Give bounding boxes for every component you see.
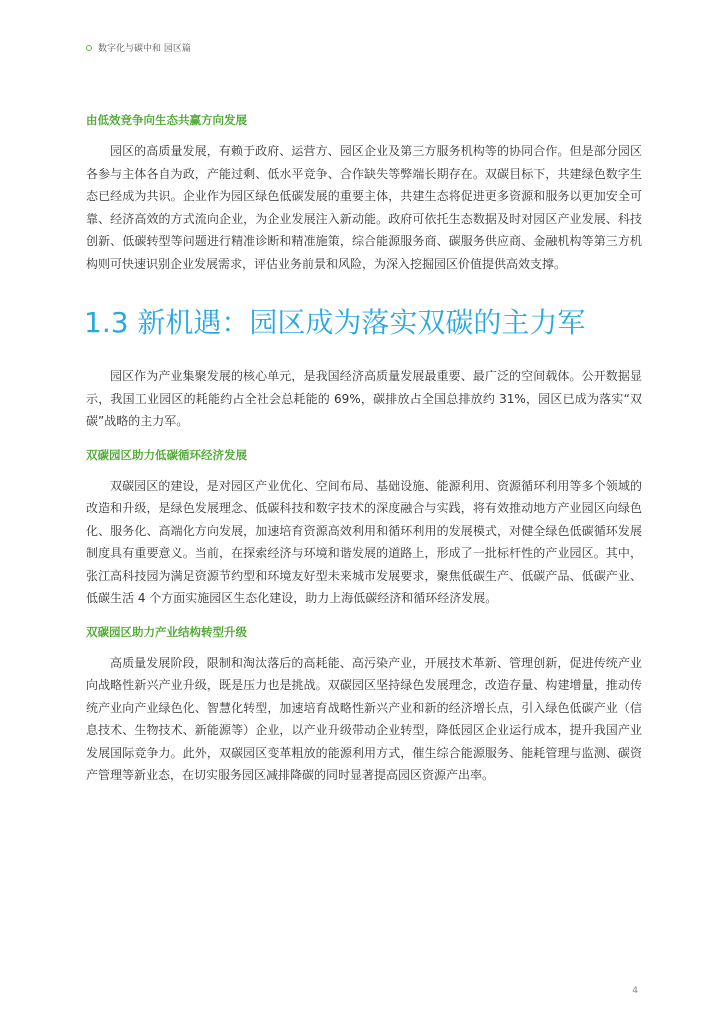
paragraph-upgrade: 高质量发展阶段，限制和淘汰落后的高耗能、高污染产业，开展技术革新、管理创新，促进传统产业向战略性新兴产业升级，既是压力也是挑战。双碳园区坚持绿色发展理念，改造存量、构建增量，推动传统产业向产业绿色化、智慧化转型，加速培育战略性新兴产业和新的经济增长点，引入绿色低碳产业（信息技术、生物技术、新能源等）企业，以产业升级带动企业转型，降低园区企业运行成本，提升我国产业发展国际竞争力。此外，双碳园区变革粗放的能源利用方式，催生综合能源服务、能耗管理与监测、碳资产管理等新业态，在切实服务园区减排降碳的同时显著提高园区资源产出率。 [86,655,642,782]
paragraph-intro: 园区作为产业集聚发展的核心单元，是我国经济高质量发展最重要、最广泛的空间载体。公开数据显示，我国工业园区的耗能约占全社会总耗能的 69%，碳排放占全国总排放约 31%，园区已成为落实“双碳”战略的主力军。 [86,369,642,428]
paragraph-circular: 双碳园区的建设，是对园区产业优化、空间布局、基础设施、能源利用、资源循环利用等多个领域的改造和升级，是绿色发展理念、低碳科技和数字技术的深度融合与实践，将有效推动地方产业园区向绿色化、服务化、高端化方向发展，加速培育资源高效利用和循环利用的发展模式，对健全绿色低碳循环发展制度具有重要意义。当前，在探索经济与环境和谐发展的道路上，形成了一批标杆性的产业园区。其中，张江高科技园为满足资源节约型和环境友好型未来城市发展要求，聚焦低碳生产、低碳产品、低碳产业、低碳生活 4 个方面实施园区生态化建设，助力上海低碳经济和循环经济发展。 [86,478,642,605]
circle-bullet-icon [86,45,92,51]
running-title: 数字化与碳中和 园区篇 [98,44,191,54]
section-heading-ecosystem: 由低效竞争向生态共赢方向发展 [86,113,247,127]
section-title-1-3: 1.3 新机遇：园区成为落实双碳的主力军 [84,306,586,339]
running-header [86,41,191,54]
page-number: 4 [632,986,638,996]
section-heading-upgrade: 双碳园区助力产业结构转型升级 [86,624,247,639]
section-heading-circular: 双碳园区助力低碳循环经济发展 [86,447,247,462]
page-content [86,112,642,787]
paragraph-ecosystem: 园区的高质量发展，有赖于政府、运营方、园区企业及第三方服务机构等的协同合作。但是部分园区各参与主体各自为政，产能过剩、低水平竞争、合作缺失等弊端长期存在。双碳目标下，共建绿色数字生态已经成为共识。企业作为园区绿色低碳发展的重要主体，共建生态将促进更多资源和服务以更加安全可靠、经济高效的方式流向企业，为企业发展注入新动能。政府可依托生态数据及时对园区产业发展、科技创新、低碳转型等问题进行精准诊断和精准施策，综合能源服务商、碳服务供应商、金融机构等第三方机构则可快速识别企业发展需求，评估业务前景和风险，为深入挖掘园区价值提供高效支撑。 [86,144,642,271]
